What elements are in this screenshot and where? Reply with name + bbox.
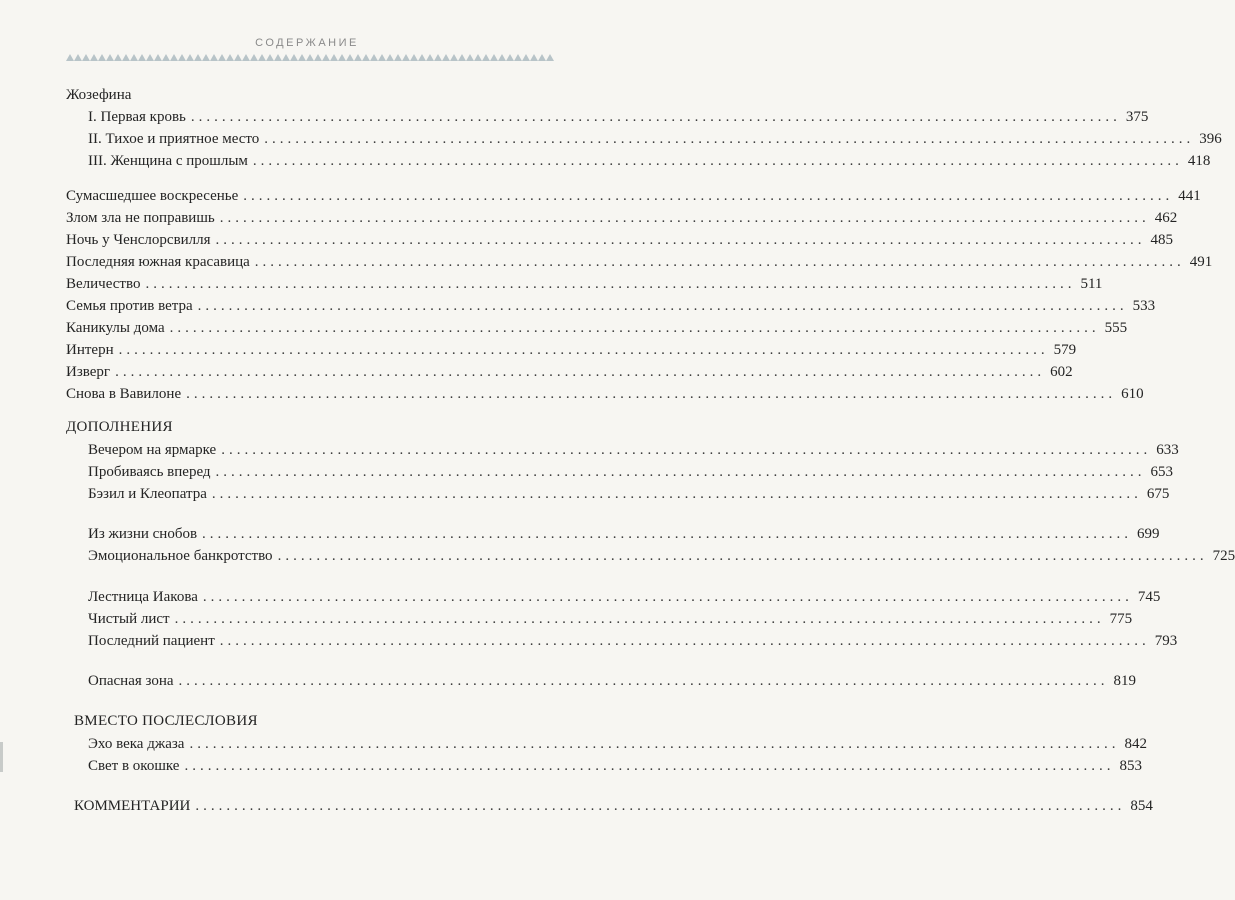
toc-entry-title: КОММЕНТАРИИ (74, 798, 191, 814)
toc-entry[interactable] (66, 363, 1073, 381)
toc-entry-page: 853 (1119, 758, 1142, 774)
toc-entry-page: 633 (1156, 442, 1179, 458)
toc-entry-title: Чистый лист (88, 611, 170, 627)
toc-entry[interactable] (88, 108, 1149, 126)
toc-entry-title: Свет в окошке (88, 758, 180, 774)
toc-entry[interactable] (66, 187, 1201, 205)
toc-entry-title: Злом зла не поправишь (66, 210, 215, 226)
toc-entry[interactable] (88, 757, 1142, 775)
toc-entry-title: Эмоциональное банкротство (88, 548, 273, 564)
toc-entry-title: Опасная зона (88, 673, 174, 689)
toc-entry-page: 441 (1178, 188, 1201, 204)
toc-entry-title: Изверг (66, 364, 111, 380)
toc-entry-page: 854 (1130, 798, 1153, 814)
toc-entry-page: 745 (1137, 589, 1161, 605)
section-title-supplements: ДОПОЛНЕНИЯ (66, 419, 173, 435)
leader-dots: ........................................................................................................................ (215, 232, 1146, 248)
leader-dots: ........................................................................................................................ (219, 633, 1150, 649)
section-title-afterword: ВМЕСТО ПОСЛЕСЛОВИЯ (74, 713, 258, 729)
toc-entry-page: 511 (1080, 276, 1103, 292)
toc-entry-page: 491 (1189, 254, 1213, 270)
leader-dots: ........................................................................................................................ (118, 342, 1049, 358)
toc-entry[interactable] (88, 588, 1161, 606)
running-head: СОДЕРЖАНИЕ (255, 37, 359, 49)
toc-entry-title: Семья против ветра (66, 298, 193, 314)
leader-dots: ........................................................................................................................ (190, 109, 1121, 125)
toc-entry-page: 819 (1113, 673, 1137, 689)
toc-entry[interactable] (88, 735, 1147, 753)
leader-dots: ........................................................................................................................ (219, 210, 1150, 226)
leader-dots: ........................................................................................................................ (254, 254, 1185, 270)
toc-entry-title: Снова в Вавилоне (66, 386, 182, 402)
toc-entry[interactable] (88, 485, 1170, 503)
leader-dots: ........................................................................................................................ (178, 673, 1109, 689)
toc-entry-page: 775 (1109, 611, 1133, 627)
leader-dots: ........................................................................................................................ (243, 188, 1174, 204)
toc-entry-page: 555 (1104, 320, 1128, 336)
leader-dots: ........................................................................................................................ (211, 486, 1142, 502)
toc-entry-page: 793 (1154, 633, 1178, 649)
toc-entry-title: Величество (66, 276, 141, 292)
leader-dots: ........................................................................................................................ (115, 364, 1046, 380)
toc-entry-title: Интерн (66, 342, 114, 358)
toc-entry-title: Эхо века джаза (88, 736, 185, 752)
toc-entry[interactable] (66, 385, 1144, 403)
leader-dots: ........................................................................................................................ (277, 548, 1208, 564)
leader-dots: ........................................................................................................................ (264, 131, 1195, 147)
toc-entry-page: 462 (1154, 210, 1178, 226)
toc-entry[interactable] (88, 130, 1222, 148)
toc-entry-page: 375 (1125, 109, 1149, 125)
toc-entry-title: Пробиваясь вперед (88, 464, 211, 480)
toc-entry-title: Каникулы дома (66, 320, 165, 336)
toc-entry[interactable] (66, 209, 1178, 227)
leader-dots: ........................................................................................................................ (215, 464, 1146, 480)
toc-entry-page: 699 (1137, 526, 1160, 542)
toc-entry-title: Лестница Иакова (88, 589, 198, 605)
leader-dots: ........................................................................................................................ (184, 758, 1115, 774)
page-edge-mark (0, 742, 3, 772)
toc-entry[interactable] (88, 441, 1179, 459)
toc-entry[interactable] (66, 319, 1128, 337)
toc-entry[interactable] (88, 610, 1133, 628)
toc-entry[interactable] (66, 341, 1077, 359)
leader-dots: ........................................................................................................................ (174, 611, 1105, 627)
leader-dots: ........................................................................................................................ (195, 798, 1126, 814)
toc-entry-comments[interactable] (74, 797, 1153, 815)
leader-dots: ........................................................................................................................ (252, 153, 1183, 169)
toc-entry-page: 842 (1124, 736, 1147, 752)
leader-dots: ........................................................................................................................ (221, 442, 1152, 458)
toc-entry-title: Сумасшедшее воскресенье (66, 188, 239, 204)
toc-entry-title: Последняя южная красавица (66, 254, 250, 270)
leader-dots: ........................................................................................................................ (145, 276, 1076, 292)
toc-entry-page: 485 (1150, 232, 1174, 248)
leader-dots: ........................................................................................................................ (169, 320, 1100, 336)
toc-entry-page: 602 (1050, 364, 1073, 380)
toc-entry-page: 725 (1212, 548, 1235, 564)
toc-entry-title: Бэзил и Клеопатра (88, 486, 207, 502)
toc-entry-page: 533 (1132, 298, 1156, 314)
toc-entry-title: Ночь у Ченслорсвилля (66, 232, 211, 248)
toc-entry[interactable] (88, 632, 1178, 650)
toc-entry[interactable] (88, 547, 1235, 565)
toc-entry[interactable] (88, 672, 1137, 690)
toc-entry[interactable] (66, 297, 1156, 315)
toc-entry[interactable] (66, 231, 1174, 249)
toc-entry-title: Из жизни снобов (88, 526, 198, 542)
toc-entry-page: 675 (1146, 486, 1170, 502)
toc-entry-page: 579 (1053, 342, 1077, 358)
toc-entry[interactable] (88, 152, 1211, 170)
toc-entry[interactable] (66, 253, 1213, 271)
toc-entry-title: Последний пациент (88, 633, 215, 649)
toc-entry[interactable] (66, 275, 1103, 293)
toc-entry[interactable] (88, 463, 1174, 481)
leader-dots: ........................................................................................................................ (202, 526, 1133, 542)
header-ornament (66, 53, 554, 61)
toc-entry-page: 610 (1121, 386, 1144, 402)
toc-entry-title: Вечером на ярмарке (88, 442, 217, 458)
toc-entry-title: II. Тихое и приятное место (88, 131, 260, 147)
toc-entry[interactable] (88, 525, 1160, 543)
leader-dots: ........................................................................................................................ (189, 736, 1120, 752)
section-title-josephine: Жозефина (66, 87, 132, 103)
leader-dots: ........................................................................................................................ (202, 589, 1133, 605)
toc-entry-page: 653 (1150, 464, 1174, 480)
leader-dots: ........................................................................................................................ (186, 386, 1117, 402)
toc-entry-page: 418 (1187, 153, 1211, 169)
toc-entry-title: III. Женщина с прошлым (88, 153, 248, 169)
toc-entry-title: I. Первая кровь (88, 109, 186, 125)
leader-dots: ........................................................................................................................ (197, 298, 1128, 314)
toc-entry-page: 396 (1199, 131, 1222, 147)
